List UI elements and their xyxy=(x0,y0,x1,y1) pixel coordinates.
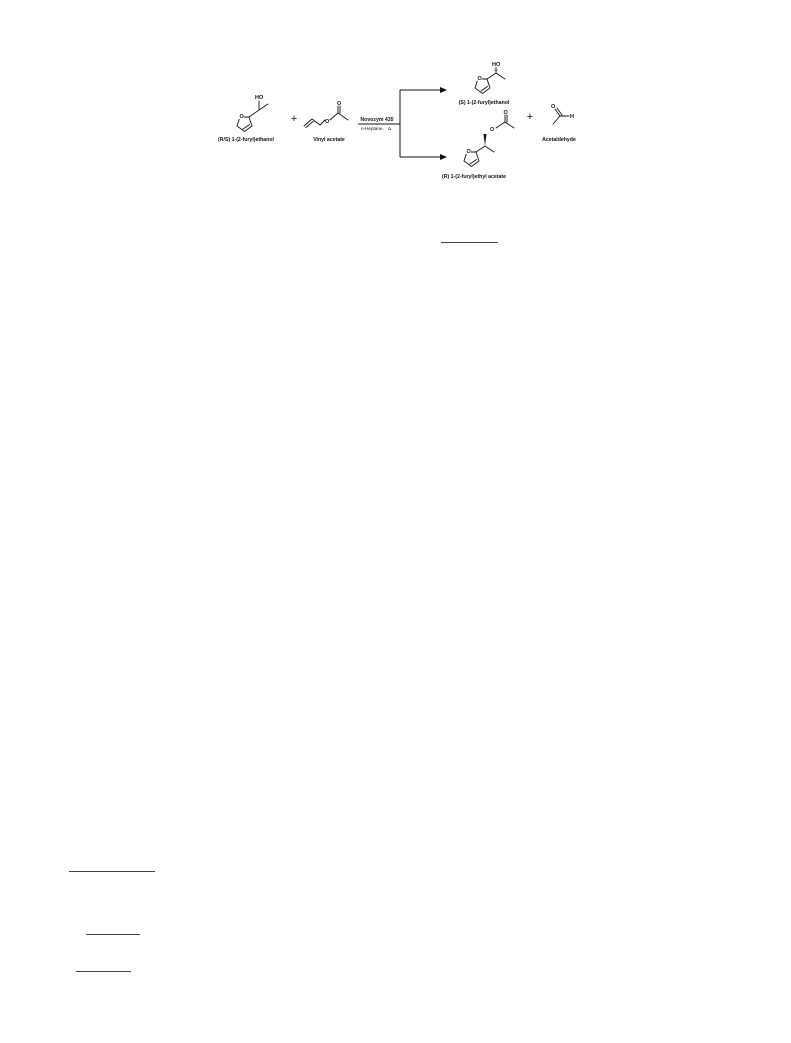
ester-oxygen-atom: O xyxy=(490,127,495,133)
catalyst-label: Novozym 435 xyxy=(360,117,394,123)
product-s-furylethanol xyxy=(459,62,510,106)
footnote-divider xyxy=(69,871,155,872)
reactant-2-label: Vinyl acetate xyxy=(313,137,345,143)
carbonyl-oxygen-atom: O xyxy=(337,101,342,107)
ring-oxygen-atom: O xyxy=(239,114,244,120)
ester-oxygen-atom: O xyxy=(325,119,330,125)
reactant-furylethanol xyxy=(218,95,274,143)
aldehyde-oxygen-atom: O xyxy=(551,104,556,110)
aldehyde-hydrogen-atom: H xyxy=(570,114,574,120)
reactant-vinyl-acetate xyxy=(304,101,348,143)
footnote-divider xyxy=(76,971,131,972)
footnote-divider xyxy=(86,934,140,935)
plus-sign-2: + xyxy=(526,111,534,123)
divider-line xyxy=(441,242,498,243)
plus-sign-1: + xyxy=(290,113,298,125)
hydroxyl-atom: HO xyxy=(492,62,501,68)
carbonyl-oxygen-atom: O xyxy=(503,110,508,116)
ring-oxygen-atom: O xyxy=(466,149,471,155)
heat-symbol: Δ xyxy=(388,126,392,131)
hydroxyl-atom: HO xyxy=(255,95,264,101)
product-3-label: (R) 1-(2-furyl)ethyl acetate xyxy=(442,174,506,180)
ring-oxygen-atom: O xyxy=(477,76,482,82)
product-acetaldehyde xyxy=(542,104,576,143)
reaction-arrow xyxy=(358,87,447,160)
product-1-label: (S) 1-(2-furyl)ethanol xyxy=(458,100,510,106)
product-2-label: Acetaldehyde xyxy=(542,137,576,143)
reactant-1-label: (R/S) 1-(2-furyl)ethanol xyxy=(218,137,274,143)
solvent-label: n-Heptane, xyxy=(361,126,384,131)
product-r-furylethyl-acetate xyxy=(442,110,514,180)
